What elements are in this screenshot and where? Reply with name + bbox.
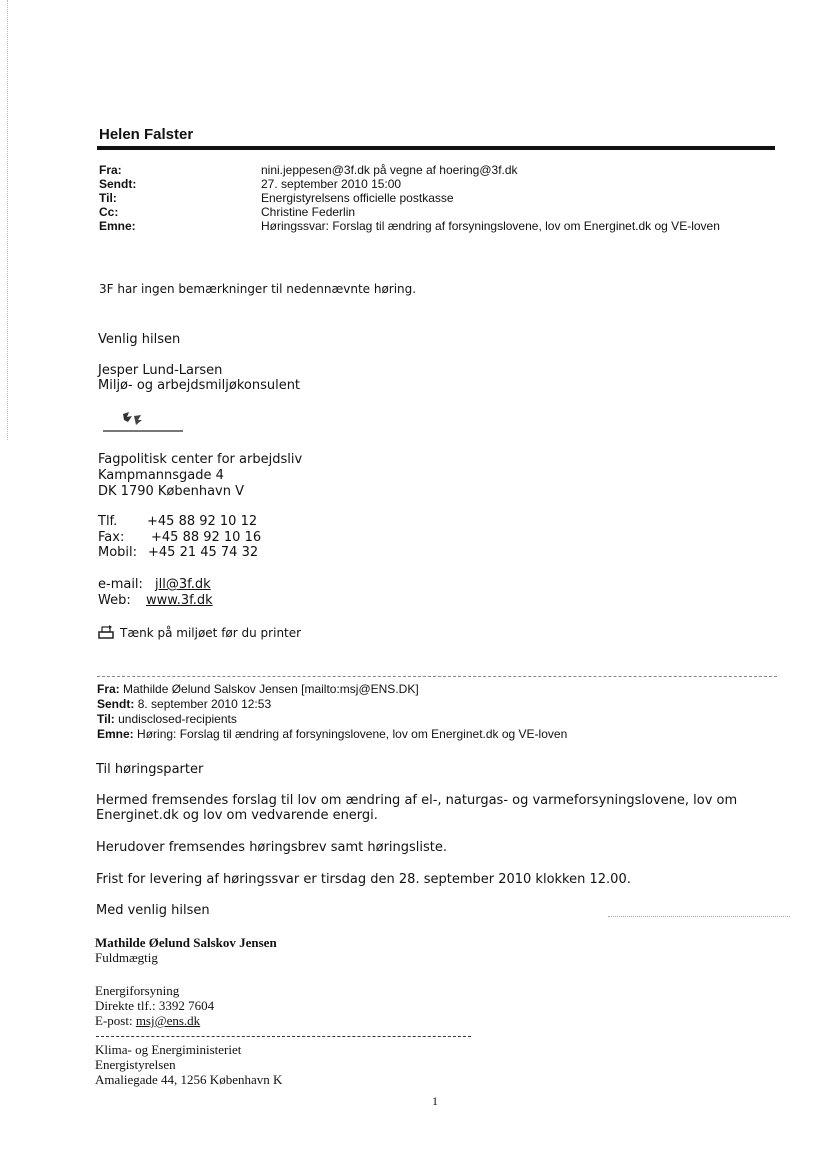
fwd-para2: Herudover fremsendes høringsbrev samt høringsliste. <box>96 840 448 855</box>
header-value-cc: Christine Federlin <box>261 205 356 219</box>
fwd-para1-line1: Hermed fremsendes forslag til lov om ændring af el-, naturgas- og varmeforsyningslovene, lov om <box>96 793 738 808</box>
recycle-printer-icon <box>97 624 117 640</box>
fwd-sendt-value: 8. september 2010 12:53 <box>137 697 272 711</box>
header-label-cc: Cc: <box>99 205 119 219</box>
reply-fax-value: +45 88 92 10 16 <box>151 530 262 545</box>
reply-city: DK 1790 København V <box>98 484 245 499</box>
fwd-til-row <box>97 712 237 726</box>
header-label-emne: Emne: <box>99 219 136 233</box>
reply-sender-name: Jesper Lund-Larsen <box>98 363 223 378</box>
forward-separator <box>97 676 777 677</box>
page-number: 1 <box>432 1094 438 1108</box>
reply-web-link[interactable]: www.3f.dk <box>146 593 213 608</box>
sig-title: Fuldmægtig <box>95 950 158 965</box>
fwd-emne-row <box>97 727 567 741</box>
sig-name: Mathilde Øelund Salskov Jensen <box>95 935 277 950</box>
reply-tlf-label: Tlf. <box>98 514 118 529</box>
sig-email-link[interactable]: msj@ens.dk <box>135 1013 201 1028</box>
reply-org: Fagpolitisk center for arbejdsliv <box>98 452 303 467</box>
signature-separator <box>96 1036 471 1037</box>
reply-street: Kampmannsgade 4 <box>98 468 224 483</box>
header-value-til: Energistyrelsens officielle postkasse <box>261 191 454 205</box>
reply-email-link[interactable]: jll@3f.dk <box>155 577 211 592</box>
reply-env-note: Tænk på miljøet før du printer <box>120 626 302 640</box>
reply-email-label: e-mail: <box>98 577 143 592</box>
fwd-para1-line2: Energinet.dk og lov om vedvarende energi. <box>96 808 378 823</box>
reply-greeting: Venlig hilsen <box>98 332 181 347</box>
header-label-til: Til: <box>99 191 117 205</box>
reply-mobil-label: Mobil: <box>98 545 138 560</box>
sig-address: Amaliegade 44, 1256 København K <box>95 1072 283 1087</box>
fwd-fra-value: Mathilde Øelund Salskov Jensen [mailto:msj@ENS.DK] <box>123 682 419 696</box>
fwd-closing: Med venlig hilsen <box>96 903 210 918</box>
scan-edge <box>7 0 8 440</box>
fwd-emne-label: Emne: <box>97 727 134 741</box>
reply-mobil-value: +45 21 45 74 32 <box>148 545 259 560</box>
fwd-sendt-label: Sendt: <box>97 697 135 711</box>
owner-divider <box>97 146 775 150</box>
fwd-sendt-row <box>97 697 271 711</box>
sig-email-label: E-post: <box>95 1013 133 1028</box>
header-value-sendt: 27. september 2010 15:00 <box>261 177 402 191</box>
sig-agency: Energistyrelsen <box>95 1057 176 1072</box>
fwd-emne-value: Høring: Forslag til ændring af forsyningslovene, lov om Energinet.dk og VE-loven <box>137 727 568 741</box>
sig-email-row <box>95 1013 200 1029</box>
header-value-emne: Høringssvar: Forslag til ændring af forsyningslovene, lov om Energinet.dk og VE-loven <box>261 219 720 233</box>
sig-ministry: Klima- og Energiministeriet <box>95 1042 242 1057</box>
mail-owner-name: Helen Falster <box>99 126 194 143</box>
header-value-fra: nini.jeppesen@3f.dk på vegne af hoering@3f.dk <box>261 163 518 177</box>
header-label-fra: Fra: <box>99 163 122 177</box>
fwd-salutation: Til høringsparter <box>96 762 204 777</box>
scan-artifact-line <box>608 916 790 917</box>
reply-web-label: Web: <box>98 593 131 608</box>
sig-phone: Direkte tlf.: 3392 7604 <box>95 998 215 1013</box>
fwd-til-value: undisclosed-recipients <box>118 712 237 726</box>
3f-logo-icon <box>103 410 183 436</box>
header-label-sendt: Sendt: <box>99 177 137 191</box>
reply-fax-label: Fax: <box>98 530 125 545</box>
fwd-fra-row <box>97 682 419 696</box>
fwd-para3: Frist for levering af høringssvar er tirsdag den 28. september 2010 klokken 12.00. <box>96 872 631 887</box>
sig-dept: Energiforsyning <box>95 983 180 998</box>
reply-sender-title: Miljø- og arbejdsmiljøkonsulent <box>98 378 301 393</box>
reply-statement: 3F har ingen bemærkninger til nedennævnte høring. <box>99 282 417 296</box>
fwd-fra-label: Fra: <box>97 682 120 696</box>
fwd-til-label: Til: <box>97 712 115 726</box>
reply-tlf-value: +45 88 92 10 12 <box>147 514 258 529</box>
